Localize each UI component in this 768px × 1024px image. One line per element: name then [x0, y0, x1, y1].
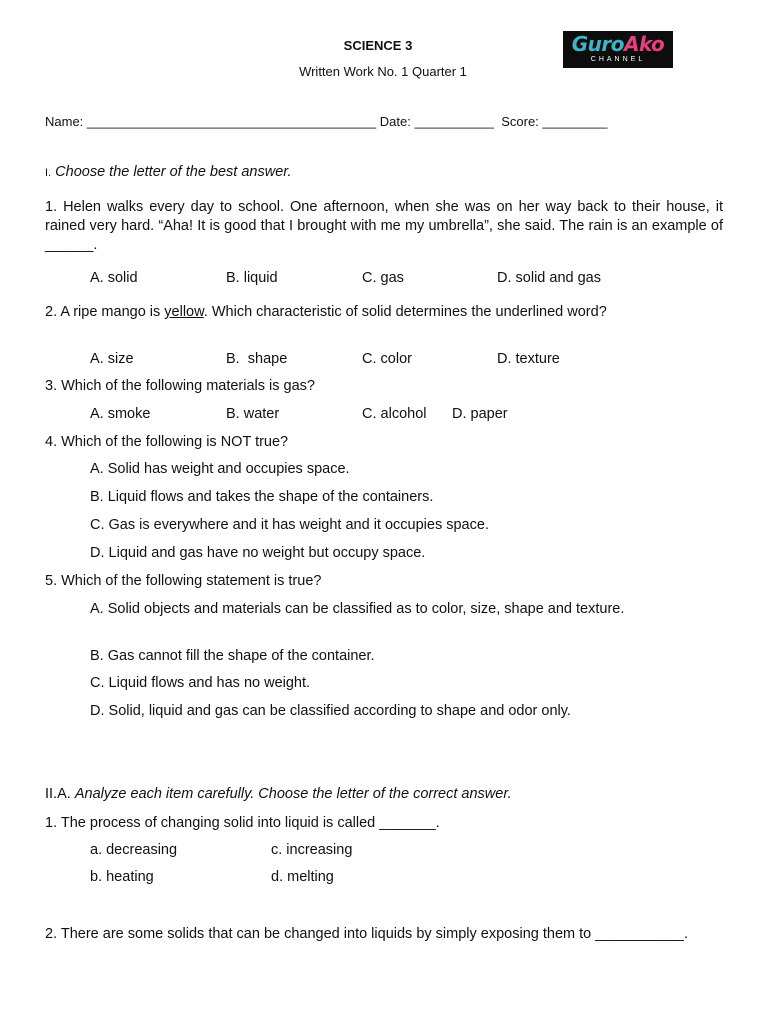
date-blank: ___________ [414, 114, 494, 129]
logo-wordmark [563, 33, 673, 55]
q4-option-d: D. Liquid and gas have no weight but occupy space. [90, 545, 426, 561]
question-2 [45, 303, 723, 322]
p2-q1-option-a: a. decreasing [90, 842, 178, 858]
part2a-question-2: 2. There are some solids that can be changed into liquids by simply exposing them to ___________. [45, 926, 688, 942]
q1-option-d: D. solid and gas [497, 270, 601, 286]
question-1: 1. Helen walks every day to school. One afternoon, when she was on her way back to their house, it rained very hard. “Aha! It is good that I brought with me my umbrella”, she said. The rain is an example of ______. [45, 199, 723, 253]
q4-option-b: B. Liquid flows and takes the shape of the containers. [90, 489, 434, 505]
q5-option-b: B. Gas cannot fill the shape of the container. [90, 648, 375, 664]
part2a-heading [45, 786, 512, 802]
q2-text-after: . Which characteristic of solid determines the underlined word? [203, 304, 607, 320]
q2-option-a: A. size [90, 351, 134, 367]
score-blank: _________ [542, 114, 608, 129]
logo-channel-label: CHANNEL [590, 56, 646, 63]
date-label: Date: [379, 114, 411, 129]
p2-q1-option-c: c. increasing [271, 842, 353, 858]
name-blank: ________________________________________ [86, 114, 377, 129]
logo-word-b: Ako [623, 32, 665, 56]
page-subtitle: Written Work No. 1 Quarter 1 [299, 64, 467, 79]
q2-option-c: C. color [362, 351, 412, 367]
score-label: Score: [501, 114, 539, 129]
q1-option-c: C. gas [362, 270, 404, 286]
name-label: Name: [45, 114, 84, 129]
part1-heading [45, 164, 292, 180]
part2a-instruction: Analyze each item carefully. Choose the letter of the correct answer. [74, 786, 512, 802]
student-info-line [45, 114, 608, 129]
q4-option-c: C. Gas is everywhere and it has weight and it occupies space. [90, 517, 489, 533]
q2-option-d: D. texture [497, 351, 560, 367]
part1-number: I. [45, 167, 52, 179]
q5-option-a: A. Solid objects and materials can be classified as to color, size, shape and texture. [90, 601, 625, 617]
question-3: 3. Which of the following materials is gas? [45, 378, 315, 394]
question-4: 4. Which of the following is NOT true? [45, 434, 289, 450]
p2-q1-option-d: d. melting [271, 869, 334, 885]
q1-option-a: A. solid [90, 270, 138, 286]
q2-option-b: B. shape [226, 351, 288, 367]
question-5: 5. Which of the following statement is true? [45, 573, 322, 589]
page-title: SCIENCE 3 [343, 38, 413, 53]
q3-option-a: A. smoke [90, 406, 151, 422]
q4-option-a: A. Solid has weight and occupies space. [90, 461, 350, 477]
q5-option-c: C. Liquid flows and has no weight. [90, 675, 311, 691]
q3-option-b: B. water [226, 406, 280, 422]
part1-instruction: Choose the letter of the best answer. [55, 164, 292, 180]
p2-q1-option-b: b. heating [90, 869, 154, 885]
part2a-question-1: 1. The process of changing solid into liquid is called _______. [45, 815, 440, 831]
q1-option-b: B. liquid [226, 270, 278, 286]
q3-option-d: D. paper [452, 406, 508, 422]
q2-underlined-word: yellow [164, 304, 204, 320]
q2-text-before: 2. A ripe mango is [45, 304, 165, 320]
channel-logo [563, 31, 673, 68]
part2a-number: II.A. [45, 786, 71, 802]
logo-word-a: Guro [571, 32, 624, 56]
q5-option-d: D. Solid, liquid and gas can be classified according to shape and odor only. [90, 703, 571, 719]
q3-option-c: C. alcohol [362, 406, 427, 422]
